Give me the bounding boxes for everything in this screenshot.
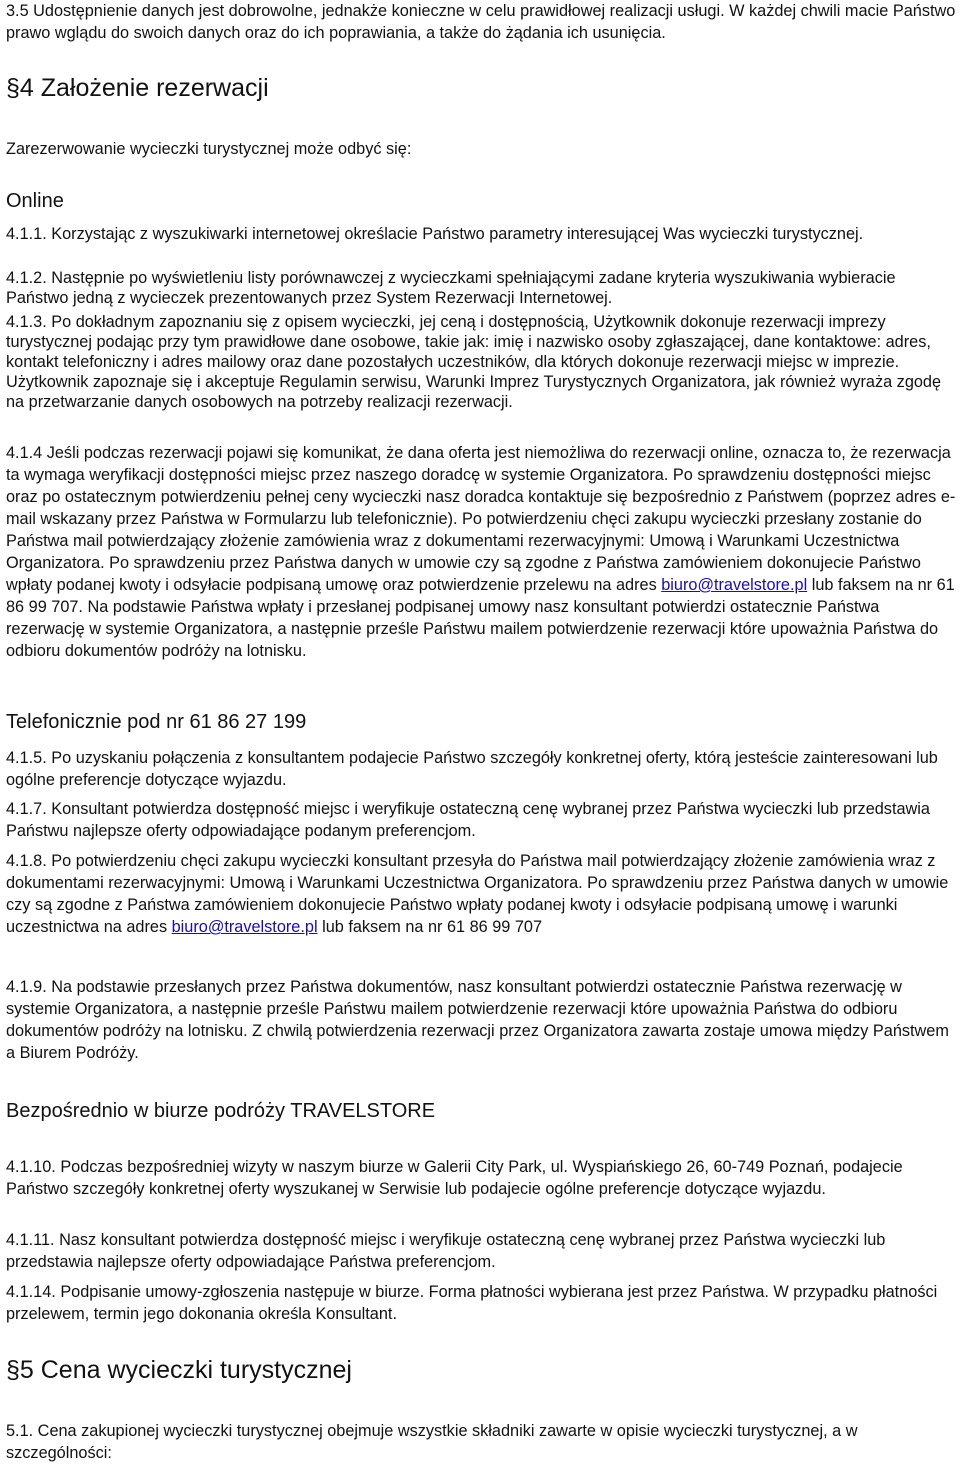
paragraph-4-1-4-text-b: lub faksem na nr 61 86 99 707. Na podstawie Państwa wpłaty i przesłanej podpisanej umowy nasz konsultant potwierdzi ostatecznie Państwa rezerwację w systemie Organizatora, a następnie prześle Państwu mailem potwierdzenie rezerwacji które upoważnia Państwa do odbioru dokumentów podróży na lotnisku. [6,576,955,660]
paragraph-4-1-7: 4.1.7. Konsultant potwierdza dostępność miejsc i weryfikuje ostateczną cenę wybranej przez Państwa wycieczki lub przedstawia Państwu najlepsze oferty odpowiadające podanym preferencjom. [6,800,930,840]
paragraph-4-1-10: 4.1.10. Podczas bezpośredniej wizyty w naszym biurze w Galerii City Park, ul. Wyspiańskiego 26, 60-749 Poznań, podajecie Państwo szczegóły konkretnej oferty wyszukanej w Serwisie lub podajecie ogólne preferencje dotyczące wyjazdu. [6,1158,903,1198]
paragraph-4-1-14: 4.1.14. Podpisanie umowy-zgłoszenia następuje w biurze. Forma płatności wybierana jest przez Państwa. W przypadku płatności przelewem, termin jego dokonania określa Konsultant. [6,1283,938,1323]
paragraph-4-1-8 [6,850,956,938]
paragraph-4-1-1: 4.1.1. Korzystając z wyszukiwarki internetowej określacie Państwo parametry interesującej Was wycieczki turystycznej. [6,225,864,243]
paragraph-4-1-8-text-b: lub faksem na nr 61 86 99 707 [317,918,543,936]
online-heading: Online [6,190,64,212]
paragraph-3-5: 3.5 Udostępnienie danych jest dobrowolne, jednakże konieczne w celu prawidłowej realizacji usługi. W każdej chwili macie Państwo prawo wglądu do swoich danych oraz do ich poprawiania, a także do żądania ich usunięcia. [6,2,956,42]
paragraph-4-1-3: 4.1.3. Po dokładnym zapoznaniu się z opisem wycieczki, jej ceną i dostępnością, Użytkownik dokonuje rezerwacji imprezy turystycznej podając przy tym prawidłowe dane osobowe, takie jak: imię i nazwisko osoby zgłaszającej, dane kontaktowe: adres, kontakt telefoniczny i adres mailowy oraz dane pozostałych uczestników, dla których dokonuje rezerwacji miejsc w imprezie. Użytkownik zapoznaje się i akceptuje Regulamin serwisu, Warunki Imprez Turystycznych Organizatora, jak również wyraża zgodę na przetwarzanie danych osobowych na potrzeby realizacji rezerwacji. [6,313,942,411]
paragraph-4-1-4-text-a: 4.1.4 Jeśli podczas rezerwacji pojawi się komunikat, że dana oferta jest niemożliwa do rezerwacji online, oznacza to, że rezerwacja ta wymaga weryfikacji dostępności miejsc przez naszego doradcę w systemie Organizatora. Po sprawdzeniu dostępności miejsc oraz po ostatecznym potwierdzeniu pełnej ceny wycieczki nasz doradca kontaktuje się bezpośrednio z Państwem (poprzez adres e-mail wskazany przez Państwa w Formularzu lub telefonicznie). Po potwierdzeniu chęci zakupu wycieczki przesłany zostanie do Państwa mail potwierdzający złożenie zamówienia wraz z dokumentami rezerwacyjnymi: Umową i Warunkami Uczestnictwa Organizatora. Po sprawdzeniu przez Państwa danych w umowie czy są zgodne z Państwa zamówieniem dokonujecie Państwo wpłaty podanej kwoty i odsyłacie podpisaną umowę oraz potwierdzenie przelewu na adres [6,444,956,594]
paragraph-5-1: 5.1. Cena zakupionej wycieczki turystycznej obejmuje wszystkie składniki zawarte w opisie wycieczki turystycznej, a w szczególności: [6,1422,858,1462]
section-4-intro: Zarezerwowanie wycieczki turystycznej może odbyć się: [6,140,412,158]
paragraph-4-1-9: 4.1.9. Na podstawie przesłanych przez Państwa dokumentów, nasz konsultant potwierdzi ostatecznie Państwa rezerwację w systemie Organizatora, a następnie prześle Państwu mailem potwierdzenie rezerwacji które upoważnia Państwa do odbioru dokumentów podróży na lotnisku. Z chwilą potwierdzenia rezerwacji przez Organizatora zawarta zostaje umowa między Państwem a Biurem Podróży. [6,978,949,1062]
paragraph-4-1-5: 4.1.5. Po uzyskaniu połączenia z konsultantem podajecie Państwo szczegóły konkretnej oferty, którą jesteście zainteresowani lub ogólne preferencje dotyczące wyjazdu. [6,749,938,789]
paragraph-4-1-2: 4.1.2. Następnie po wyświetleniu listy porównawczej z wycieczkami spełniającymi zadane kryteria wyszukiwania wybieracie Państwo jedną z wycieczek prezentowanych przez System Rezerwacji Internetowej. [6,269,896,307]
email-link[interactable]: biuro@travelstore.pl [661,576,808,594]
paragraph-4-1-4 [6,442,956,662]
office-heading: Bezpośrednio w biurze podróży TRAVELSTORE [6,1100,436,1122]
paragraph-4-1-11: 4.1.11. Nasz konsultant potwierdza dostępność miejsc i weryfikuje ostateczną cenę wybranej przez Państwa wycieczki lub przedstawia najlepsze oferty odpowiadające Państwa preferencjom. [6,1231,886,1271]
paragraph-4-1-8-text-a: 4.1.8. Po potwierdzeniu chęci zakupu wycieczki konsultant przesyła do Państwa mail potwierdzający złożenie zamówienia wraz z dokumentami rezerwacyjnymi: Umową i Warunkami Uczestnictwa Organizatora. Po sprawdzeniu przez Państwa danych w umowie czy są zgodne z Państwa zamówieniem dokonujecie Państwo wpłaty podanej kwoty i odsyłacie podpisaną umowę i warunki uczestnictwa na adres [6,852,949,936]
phone-heading: Telefonicznie pod nr 61 86 27 199 [6,711,307,733]
email-link-2[interactable]: biuro@travelstore.pl [171,918,318,936]
section-4-title: §4 Założenie rezerwacji [6,74,269,102]
section-5-title: §5 Cena wycieczki turystycznej [6,1356,352,1384]
